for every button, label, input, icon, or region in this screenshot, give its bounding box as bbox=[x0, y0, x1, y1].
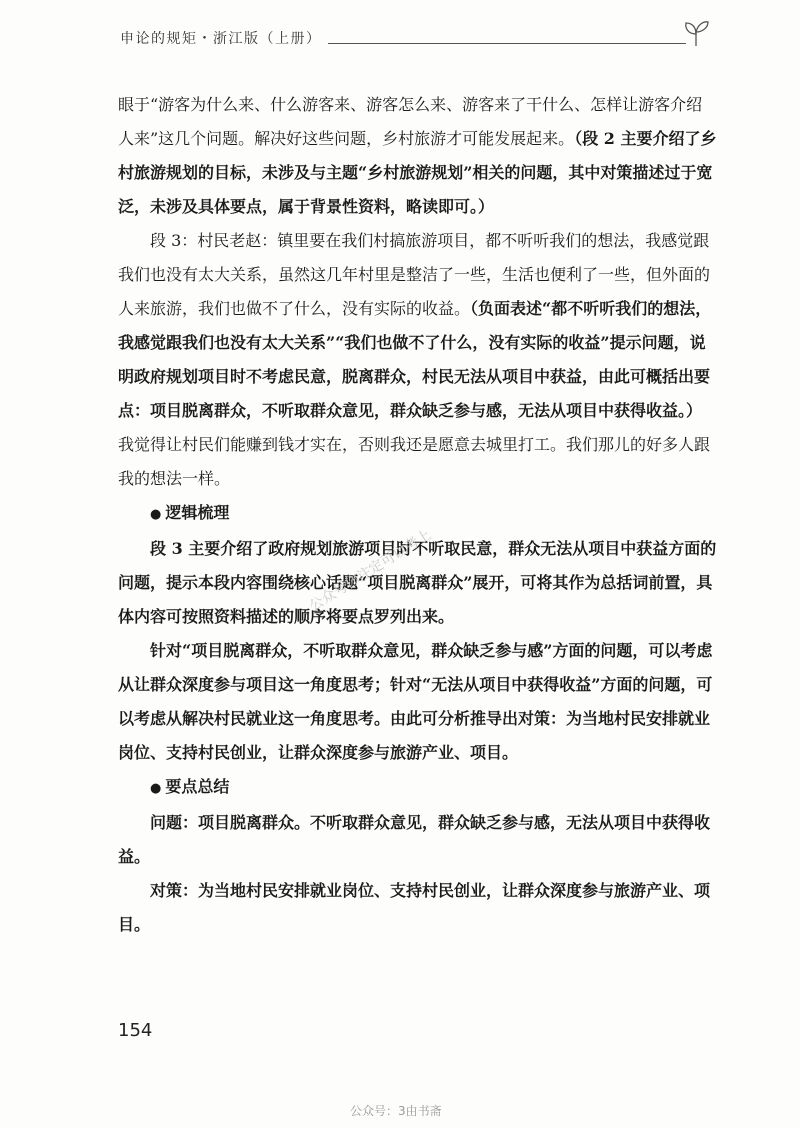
running-header bbox=[120, 24, 710, 54]
book-title: 申论的规矩・浙江版（上册） bbox=[120, 28, 328, 48]
paragraph-2-tail: 我觉得让村民们能赚到钱才实在，否则我还是愿意去城里打工。我们那儿的好多人跟我的想法一样。 bbox=[118, 435, 711, 488]
section-heading-logic: ● 逻辑梳理 bbox=[118, 496, 718, 532]
logic-paragraph-1: 段 3 主要介绍了政府规划旅游项目时不听取民意，群众无法从项目中获益方面的问题，提示本段内容围绕核心话题“项目脱离群众”展开，可将其作为总括词前置，具体内容可按照资料描述的顺序将要点罗列出来。 bbox=[118, 539, 717, 626]
sprout-icon bbox=[682, 18, 710, 48]
footer-mark: 公众号：3由书斋 bbox=[350, 1104, 442, 1118]
page-number: 154 bbox=[118, 1020, 153, 1041]
summary-problem: 问题：项目脱离群众。不听取群众意见，群众缺乏参与感，无法从项目中获得收益。 bbox=[118, 813, 711, 866]
paragraph-2 bbox=[118, 224, 718, 496]
watermark: 公众号你注定可以考上 bbox=[306, 526, 435, 615]
paragraph-1-text: 眼于“游客为什么来、什么游客来、游客怎么来、游客来了干什么、怎样让游客介绍人来”这几个问题。解决好这些问题，乡村旅游才可能发展起来。 bbox=[118, 95, 703, 148]
paragraph-1 bbox=[118, 88, 718, 224]
paragraph-1-annotation: （段 2 主要介绍了乡村旅游规划的目标，未涉及与主题“乡村旅游规划”相关的问题，其中对策描述过于宽泛，未涉及具体要点，属于背景性资料，略读即可。） bbox=[118, 129, 717, 216]
page-body bbox=[118, 88, 718, 942]
summary-countermeasure: 对策：为当地村民安排就业岗位、支持村民创业，让群众深度参与旅游产业、项目。 bbox=[118, 881, 711, 934]
logic-paragraph-2: 针对“项目脱离群众，不听取群众意见，群众缺乏参与感”方面的问题，可以考虑从让群众深度参与项目这一角度思考；针对“无法从项目中获得收益”方面的问题，可以考虑从解决村民就业这一角度思考。由此可分析推导出对策：为当地村民安排就业岗位、支持村民创业，让群众深度参与旅游产业、项目。 bbox=[118, 641, 713, 762]
section-heading-summary: ● 要点总结 bbox=[118, 770, 718, 806]
paragraph-2-text: 段 3：村民老赵：镇里要在我们村搞旅游项目，都不听听我们的想法，我感觉跟我们也没有太大关系，虽然这几年村里是整洁了一些，生活也便利了一些，但外面的人来旅游，我们也做不了什么，没有实际的收益。 bbox=[118, 231, 711, 318]
paragraph-2-annotation: （负面表述“都不听听我们的想法，我感觉跟我们也没有太大关系”“我们也做不了什么，没有实际的收益”提示问题，说明政府规划项目时不考虑民意，脱离群众，村民无法从项目中获益，由此可概括出要点：项目脱离群众，不听取群众意见，群众缺乏参与感，无法从项目中获得收益。） bbox=[118, 299, 712, 420]
